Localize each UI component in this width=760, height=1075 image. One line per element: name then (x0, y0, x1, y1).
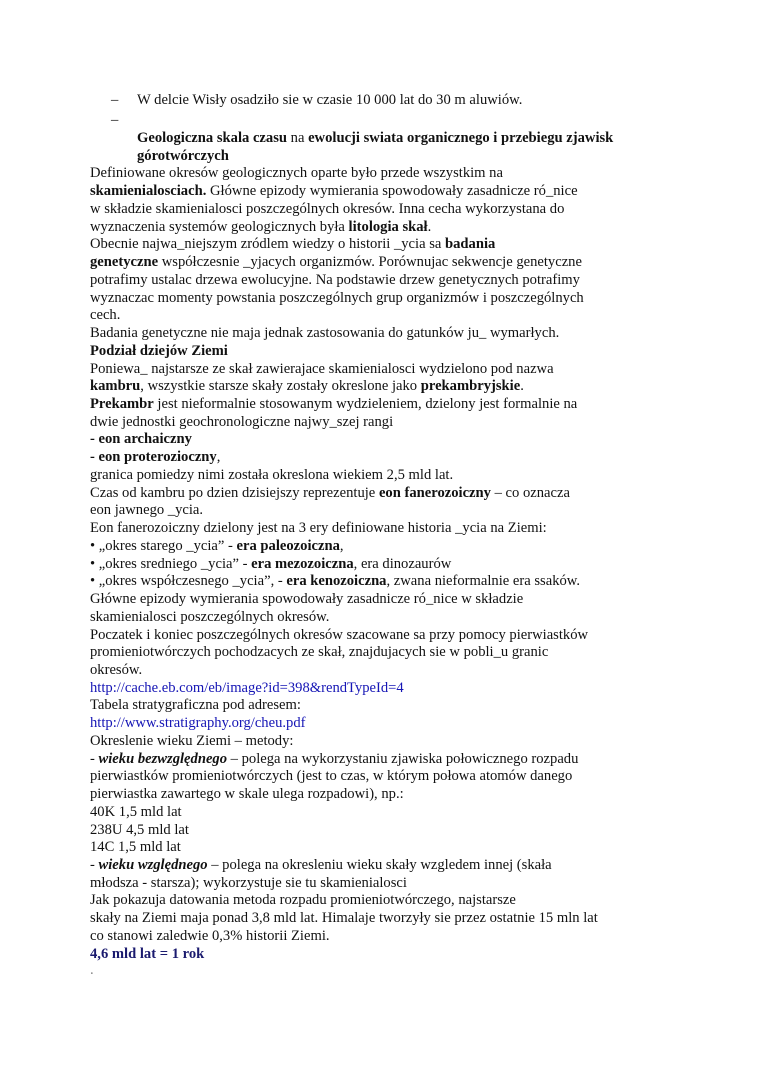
paragraph-line: Okreslenie wieku Ziemi – metody: (90, 733, 294, 749)
isotope-line: 238U 4,5 mld lat (90, 822, 189, 838)
isotope-line: 14C 1,5 mld lat (90, 839, 181, 855)
paragraph-line: skały na Ziemi maja ponad 3,8 mld lat. Himalaje tworzyły sie przez ostatnie 15 mln lat (90, 910, 598, 926)
paragraph-line: Prekambr jest nieformalnie stosowanym wydzieleniem, dzielony jest formalnie na (90, 396, 578, 412)
paragraph-line: pierwiastków promieniotwórczych (jest to czas, w którym połowa atomów danego (90, 768, 573, 784)
list-item: • „okres starego _ycia” - era paleozoiczna, (90, 538, 344, 554)
paragraph-line: okresów. (90, 662, 143, 678)
link-stratigraphy[interactable] (90, 715, 306, 733)
section-title: Geologiczna skala czasu na ewolucji swiata organicznego i przebiegu zjawisk (137, 130, 614, 146)
paragraph-line: kambru, wszystkie starsze skały zostały okreslone jako prekambryjskie. (90, 378, 524, 394)
paragraph-line: cech. (90, 307, 121, 323)
paragraph-line: wyznaczac momenty powstania poszczególnych grup organizmów i poszczególnych (90, 290, 584, 306)
paragraph-line: promieniotwórczych pochodzacych ze skał, znajdujacych sie w pobli_u granic (90, 644, 549, 660)
dash-bullet: – (111, 112, 119, 128)
paragraph-line: granica pomiedzy nimi została okreslona wiekiem 2,5 mld lat. (90, 467, 454, 483)
intro-line: W delcie Wisły osadziło sie w czasie 10 000 lat do 30 m aluwiów. (137, 92, 523, 108)
paragraph-line: skamienialosci poszczególnych okresów. (90, 609, 330, 625)
paragraph-line: Badania genetyczne nie maja jednak zastosowania do gatunków ju_ wymarłych. (90, 325, 560, 341)
paragraph-line: skamienialosciach. Główne epizody wymierania spowodowały zasadnicze ró_nice (90, 183, 578, 199)
paragraph-line: Obecnie najwa_niejszym zródlem wiedzy o historii _ycia sa badania (90, 236, 496, 252)
dash-bullet: – (111, 92, 119, 108)
method-absolute: - wieku bezwzględnego – polega na wykorzystaniu zjawiska połowicznego rozpadu (90, 751, 579, 767)
paragraph-line: wyznaczenia systemów geologicznych była litologia skał. (90, 219, 432, 235)
list-item: • „okres sredniego _ycia” - era mezozoiczna, era dinozaurów (90, 556, 452, 572)
link-stratigraphy-anchor[interactable]: http://www.stratigraphy.org/cheu.pdf (90, 715, 306, 731)
method-relative: - wieku względnego – polega na okresleniu wieku skały wzgledem innej (skała (90, 857, 552, 873)
paragraph-line: w składzie skamienialosci poszczególnych okresów. Inna cecha wykorzystana do (90, 201, 565, 217)
paragraph-line: młodsza - starsza); wykorzystuje sie tu skamienialosci (90, 875, 407, 891)
paragraph-line: Poniewa_ najstarsze ze skał zawierajace skamienialosci wydzielono pod nazwa (90, 361, 554, 377)
trailing-dot: . (90, 962, 94, 978)
final-statement: 4,6 mld lat = 1 rok (90, 946, 205, 962)
paragraph-line: Poczatek i koniec poszczególnych okresów szacowane sa przy pomocy pierwiastków (90, 627, 589, 643)
isotope-line: 40K 1,5 mld lat (90, 804, 182, 820)
paragraph-line: Tabela stratygraficzna pod adresem: (90, 697, 301, 713)
list-item: • „okres współczesnego _ycia”, - era kenozoiczna, zwana nieformalnie era ssaków. (90, 573, 581, 589)
paragraph-line: Główne epizody wymierania spowodowały zasadnicze ró_nice w składzie (90, 591, 524, 607)
section-title-cont: górotwórczych (137, 148, 229, 164)
heading-podzial: Podział dziejów Ziemi (90, 343, 228, 359)
paragraph-line: eon jawnego _ycia. (90, 502, 204, 518)
paragraph-line: Definiowane okresów geologicznych oparte było przede wszystkim na (90, 165, 503, 181)
link-eb-image[interactable] (90, 680, 404, 698)
paragraph-line: genetyczne współczesnie _yjacych organizmów. Porównujac sekwencje genetyczne (90, 254, 582, 270)
paragraph-line: pierwiastka zawartego w skale ulega rozpadowi), np.: (90, 786, 404, 802)
paragraph-line: Jak pokazuja datowania metoda rozpadu promieniotwórczego, najstarsze (90, 892, 516, 908)
paragraph-line: Czas od kambru po dzien dzisiejszy reprezentuje eon fanerozoiczny – co oznacza (90, 485, 570, 501)
link-eb-image-anchor[interactable]: http://cache.eb.com/eb/image?id=398&rendTypeId=4 (90, 680, 404, 696)
paragraph-line: dwie jednostki geochronologiczne najwy_szej rangi (90, 414, 394, 430)
paragraph-line: potrafimy ustalac drzewa ewolucyjne. Na podstawie drzew genetycznych potrafimy (90, 272, 580, 288)
paragraph-line: Eon fanerozoiczny dzielony jest na 3 ery definiowane historia _ycia na Ziemi: (90, 520, 547, 536)
eon-archaiczny: - eon archaiczny (90, 431, 192, 447)
eon-proterozoiczny: - eon proterozioczny, (90, 449, 221, 465)
paragraph-line: co stanowi zaledwie 0,3% historii Ziemi. (90, 928, 330, 944)
